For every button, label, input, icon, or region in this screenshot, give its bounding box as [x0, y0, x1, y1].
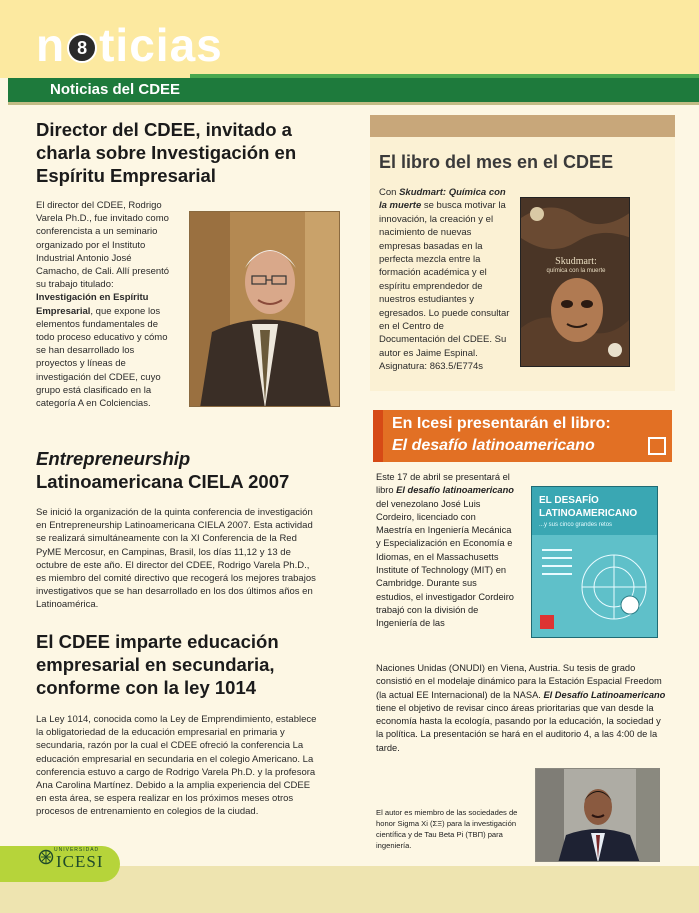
- header-divider: [8, 102, 699, 105]
- article2-body: Se inició la organización de la quinta conferencia de investigación en Entrepreneurship Latinoamericana CIELA 2007. Esta actividad se realizará simultáneamente con la XI Conferencia de la Red PyME Mercosur, en Campinas, Brasil, los días 11,12 y 13 de octubre de este año. El director del CDEE, Rodrigo Varela Ph.D., es miembro del comité directivo que recogerá los mejores trabajos investigativos que se han desarrollado en los dos últimos años en Latinoamérica.: [36, 507, 316, 611]
- icesi-book-banner-tab: [373, 410, 383, 462]
- desafio-cover-title: EL DESAFÍO: [539, 495, 599, 506]
- article3-heading: [36, 630, 346, 699]
- issue-number-badge: 8: [67, 33, 97, 63]
- masthead-title: [36, 19, 223, 71]
- article1-text: El director del CDEE, Rodrigo Varela Ph.D., fue invitado como conferencista a un seminario organizado por el Instituto Industrial Antonio José Camacho, de Cali. Allí presentó su trabajo titulado:: [36, 200, 170, 291]
- logo-icesi: ICESI: [56, 852, 104, 871]
- logo-university-label: UNIVERSIDAD: [54, 847, 100, 853]
- article2-heading: [36, 447, 346, 493]
- book-of-month-text: Con: [379, 187, 400, 198]
- book-of-month-text: se busca motivar la innovación, la creación y el nacimiento de nuevas empresas basadas en la perfecta mezcla entre la formación académica y el espíritu emprendedor de nuestros estudiantes y egresados. Lo puede consultar en el Centro de Documentación del CDEE. Su autor es Jaime Espinal. Asignatura: 863.5/E774s: [379, 200, 510, 373]
- skudmart-cover-title: Skudmart:: [555, 256, 597, 267]
- icesi-emblem-icon: [38, 848, 54, 866]
- article1-heading-line: Director del CDEE, invitado a: [36, 119, 292, 140]
- article1-text: , que expone los elementos fundamentales de todo proceso educativo y cómo se han desarrollado los proyectos y líneas de investigación del CDEE, cuyo grupo está clasificado en la categoría A en Colciencias.: [36, 305, 168, 410]
- article1-heading: [36, 118, 336, 187]
- icesi-book-text: del venezolano José Luis Cordeiro, licenciado con Maestría en Ingeniería Mecánica y Especialización en Economía e Idiomas, en el Massachusetts Institute of Technology (MIT) en Cambridge. Durante sus estudios, el investigador Cordeiro trabajó con la división de Ingeniería de las: [376, 498, 514, 629]
- icesi-book-body: [376, 471, 514, 631]
- book-of-month-title: Skudmart: Química con la muerte: [379, 187, 506, 212]
- square-icon: [648, 437, 666, 455]
- article3-heading-line: empresarial en secundaria,: [36, 654, 275, 675]
- skudmart-book-cover: [520, 197, 630, 367]
- icesi-book-text: Naciones Unidas (ONUDI) en Viena, Austria. Su tesis de grado consistió en el modelaje dinámico para la Estación Espacial Freedom (la actual EE Internacional) de la NASA.: [376, 663, 662, 700]
- desafio-book-cover: [531, 486, 658, 638]
- book-of-month-body: [379, 186, 511, 374]
- icesi-book-body-continued: [376, 662, 666, 755]
- article3-heading-line: conforme con la ley 1014: [36, 677, 257, 698]
- icesi-book-heading-title: El desafío latinoamericano: [392, 437, 595, 454]
- icesi-book-title: El desafío latinoamericano: [396, 485, 514, 496]
- author-photo: [535, 768, 660, 862]
- masthead-letter-n: n: [36, 19, 66, 71]
- icesi-book-text: Este 17 de abril se presentará el libro: [376, 472, 510, 496]
- article1-body: [36, 199, 176, 410]
- book-of-month-heading: El libro del mes en el CDEE: [379, 152, 614, 172]
- masthead-rest: ticias: [99, 19, 223, 71]
- icesi-book-heading: En Icesi presentarán el libro:: [392, 415, 611, 432]
- desafio-cover-title: LATINOAMERICANO: [539, 508, 638, 519]
- icesi-book-title: El Desafío Latinoamericano: [543, 689, 666, 700]
- article3-heading-line: El CDEE imparte educación: [36, 631, 279, 652]
- section-title: Noticias del CDEE: [50, 81, 181, 98]
- article1-heading-line: charla sobre Investigación en: [36, 142, 297, 163]
- desafio-cover-subtitle: ...y sus cinco grandes retos: [539, 522, 613, 528]
- article3-body: La Ley 1014, conocida como la Ley de Emprendimiento, establece la obligatoriedad de la educación empresarial en primaria y secundaria, razón por la cual el CDEE ofreció la conferencia La educación empresarial en secundaria en el colegio Americano. La conferencia estuvo a cargo de Rodrigo Varela Ph.D. y la profesora Ana Carolina Martínez. Debido a la amplia experiencia del CDEE en esta área, se espera realizar en los próximos meses otros procesos de entrenamiento en colegios de la ciudad.: [36, 714, 317, 818]
- article2-heading-line: Latinoamericana CIELA 2007: [36, 471, 290, 492]
- article1-heading-line: Espíritu Empresarial: [36, 165, 216, 186]
- article1-text-bold: Investigación en Espíritu Empresarial: [36, 292, 149, 317]
- icesi-book-text: tiene el objetivo de revisar cinco áreas prioritarias que van desde la economía hasta la ecología, pasando por la educación, la sociedad y la política. La presentación se hará en el auditorio 4, a las 4:00 de la tarde.: [376, 702, 661, 753]
- director-photo: [189, 211, 340, 407]
- author-caption: El autor es miembro de las sociedades de honor Sigma Xi (ΣΞ) para la investigación científica y de Tau Beta Pi (ΤΒΠ) para ingeniería.: [376, 808, 518, 850]
- skudmart-cover-subtitle: química con la muerte: [546, 268, 606, 274]
- book-of-month-band: [370, 115, 675, 137]
- article2-heading-italic: Entrepreneurship: [36, 448, 191, 469]
